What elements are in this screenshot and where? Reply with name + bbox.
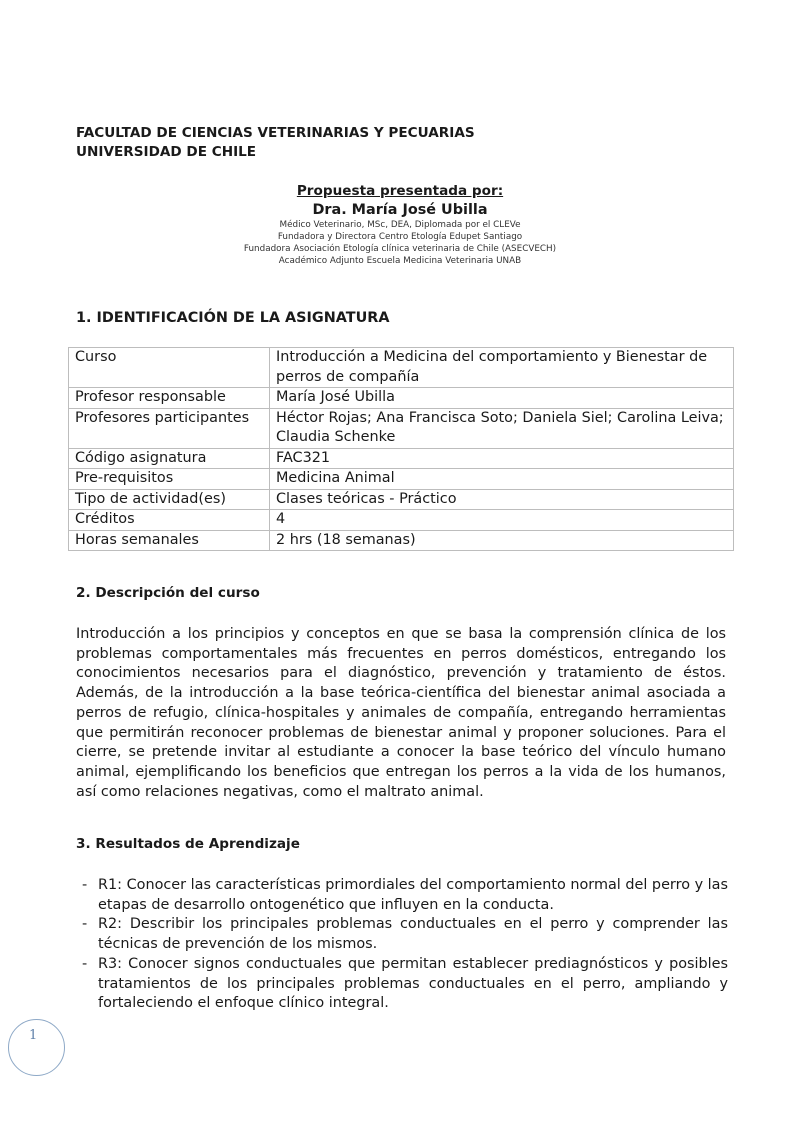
table-row bbox=[69, 469, 734, 490]
page-number-circle bbox=[8, 1019, 65, 1076]
author-credential: Fundadora Asociación Etología clínica veterinaria de Chile (ASECVECH) bbox=[243, 244, 557, 254]
table-row bbox=[69, 388, 734, 409]
outcome-text: R2: Describir los principales problemas conductuales en el perro y comprender las técnicas de prevención de los mismos. bbox=[98, 916, 728, 953]
course-identification-table bbox=[68, 347, 734, 551]
table-key: Créditos bbox=[69, 510, 270, 531]
proposal-block bbox=[0, 182, 800, 267]
table-key: Tipo de actividad(es) bbox=[69, 489, 270, 510]
table-value: 4 bbox=[270, 510, 734, 531]
list-item bbox=[76, 876, 728, 915]
table-row bbox=[69, 510, 734, 531]
table-row bbox=[69, 489, 734, 510]
outcome-text: R1: Conocer las características primordiales del comportamiento normal del perro y las etapas de desarrollo ontogenético que influyen en la conducta. bbox=[98, 877, 728, 913]
section-heading-learning-outcomes: 3. Resultados de Aprendizaje bbox=[76, 836, 300, 852]
table-value: Héctor Rojas; Ana Francisca Soto; Daniela Siel; Carolina Leiva; Claudia Schenke bbox=[270, 408, 734, 448]
author-credential: Académico Adjunto Escuela Medicina Veterinaria UNAB bbox=[278, 256, 522, 266]
author-credential: Fundadora y Directora Centro Etología Edupet Santiago bbox=[277, 232, 523, 242]
document-header bbox=[76, 124, 475, 162]
proposal-author: Dra. María José Ubilla bbox=[312, 202, 488, 218]
table-key: Pre-requisitos bbox=[69, 469, 270, 490]
list-item bbox=[76, 915, 728, 954]
table-value: María José Ubilla bbox=[270, 388, 734, 409]
course-description: Introducción a los principios y conceptos en que se basa la comprensión clínica de los problemas comportamentales más frecuentes en perros domésticos, entregando los conocimientos necesarios para el diagnóstico, prevención y tratamiento de éstos. Además, de la introducción a la base teórica-científica del bienestar animal asociada a perros de refugio, clínica-hospitales y animales de compañía, entregando herramientas que permitirán reconocer problemas de bienestar animal y proponer soluciones. Para el cierre, se pretende invitar al estudiante a conocer la base teórico del vínculo humano animal, ejemplificando los beneficios que entregan los perros a la vida de los humanos, así como relaciones negativas, como el maltrato animal. bbox=[76, 626, 726, 800]
table-key: Profesores participantes bbox=[69, 408, 270, 448]
table-row bbox=[69, 348, 734, 388]
learning-outcomes-list bbox=[76, 876, 728, 1014]
table-value: Medicina Animal bbox=[270, 469, 734, 490]
table-row bbox=[69, 448, 734, 469]
table-value: FAC321 bbox=[270, 448, 734, 469]
table-row bbox=[69, 408, 734, 448]
university-name: UNIVERSIDAD DE CHILE bbox=[76, 144, 257, 160]
section-heading-identification: 1. IDENTIFICACIÓN DE LA ASIGNATURA bbox=[76, 310, 390, 326]
outcome-text: R3: Conocer signos conductuales que permitan establecer prediagnósticos y posibles tratamientos de los principales problemas conductuales en el perro, ampliando y fortaleciendo el enfoque clínico integral. bbox=[98, 955, 728, 1012]
faculty-name: FACULTAD DE CIENCIAS VETERINARIAS Y PECUARIAS bbox=[76, 125, 475, 141]
bullet-dash: - bbox=[82, 955, 88, 972]
page-number: 1 bbox=[29, 1028, 38, 1043]
table-key: Horas semanales bbox=[69, 530, 270, 551]
table-value: Introducción a Medicina del comportamiento y Bienestar de perros de compañía bbox=[270, 348, 734, 388]
bullet-dash: - bbox=[82, 916, 88, 933]
table-row bbox=[69, 530, 734, 551]
bullet-dash: - bbox=[82, 877, 88, 893]
proposal-title: Propuesta presentada por: bbox=[296, 183, 504, 199]
list-item bbox=[76, 955, 728, 1014]
table-key: Código asignatura bbox=[69, 448, 270, 469]
table-key: Curso bbox=[69, 348, 270, 388]
table-value: 2 hrs (18 semanas) bbox=[270, 530, 734, 551]
section-heading-description: 2. Descripción del curso bbox=[76, 585, 260, 601]
table-value: Clases teóricas - Práctico bbox=[270, 489, 734, 510]
author-credential: Médico Veterinario, MSc, DEA, Diplomada por el CLEVe bbox=[279, 220, 521, 230]
table-key: Profesor responsable bbox=[69, 388, 270, 409]
